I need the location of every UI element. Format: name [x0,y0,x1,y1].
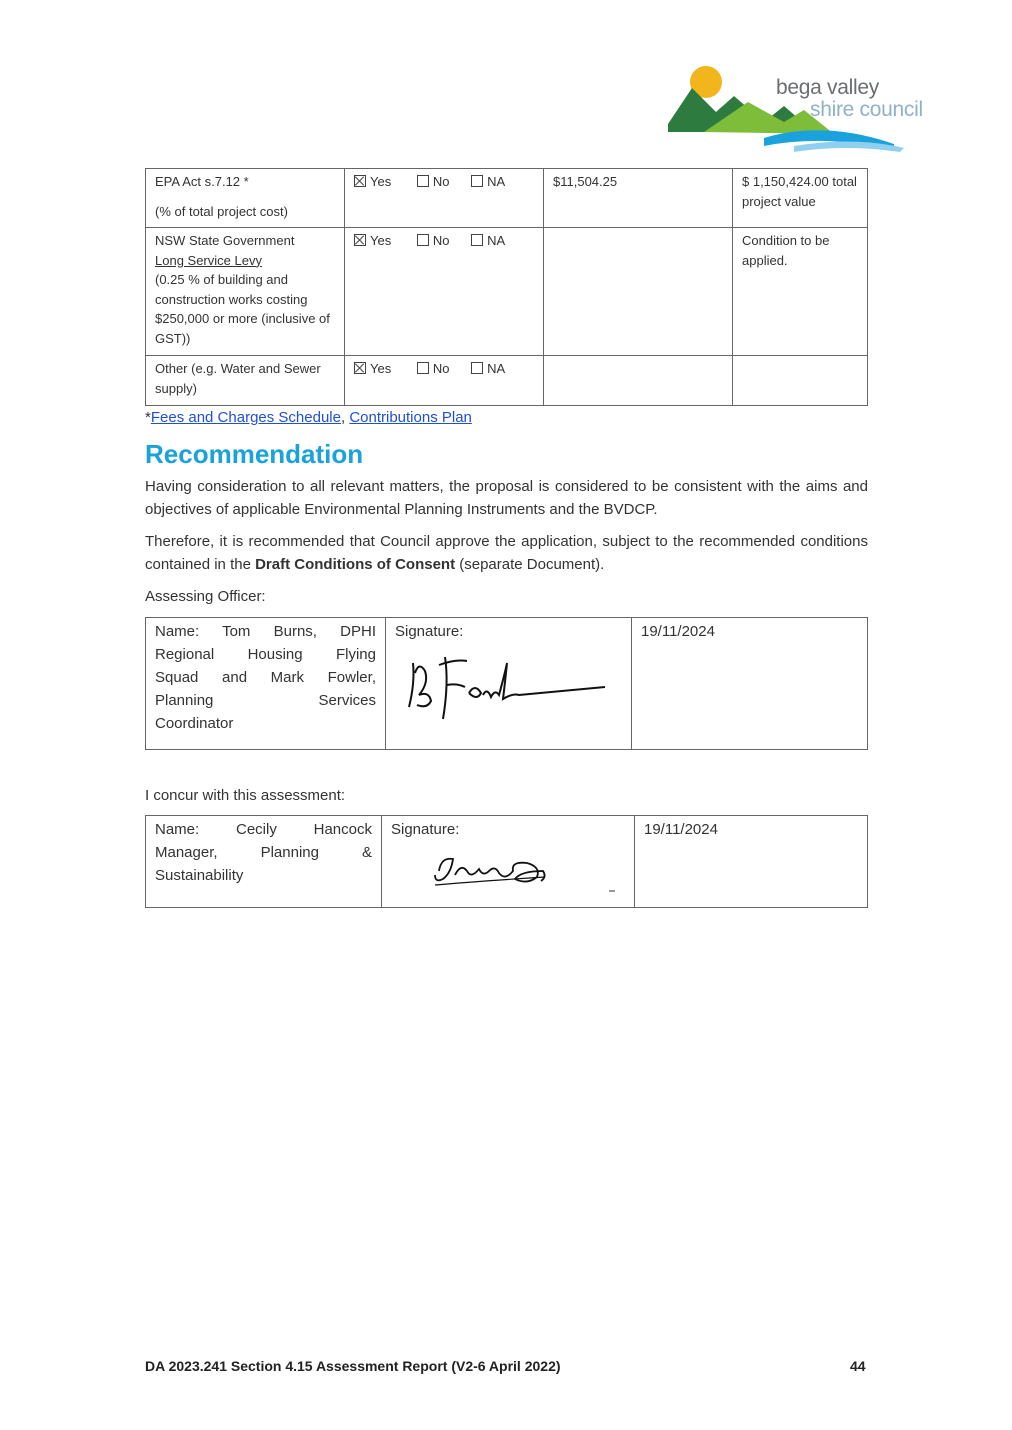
comment-cell: $ 1,150,424.00 total project value [733,169,868,228]
empty-box-icon [417,175,429,187]
fees-table [145,168,868,406]
comment-cell [733,356,868,406]
yes-checkbox[interactable]: Yes [354,172,391,192]
table-row [146,356,868,406]
concur-label: I concur with this assessment: [145,787,346,804]
yes-checkbox[interactable]: Yes [354,359,391,379]
assessor-name-cell: Name: Tom Burns, DPHI Regional Housing Flying Squad and Mark Fowler, Planning Services Coordinator [146,618,386,750]
assessor-signature-table [145,617,868,750]
yes-checkbox[interactable]: Yes [354,231,391,251]
footer-title: DA 2023.241 Section 4.15 Assessment Report (V2-6 April 2022) [145,1358,561,1374]
item-note: (0.25 % of building and construction works costing $250,000 or more (inclusive of GST)) [155,272,330,346]
item-cell: Other (e.g. Water and Sewer supply) [146,356,345,406]
signature-label: Signature: [391,821,460,838]
options-cell [345,228,544,356]
recommendation-heading: Recommendation [145,439,364,469]
signature-mark-burns-fowler [395,643,615,723]
na-checkbox[interactable]: NA [471,172,505,192]
assessor-signature-cell [386,618,632,750]
amount-cell [544,228,733,356]
draft-conditions-bold: Draft Conditions of Consent [255,556,456,573]
assessing-officer-label: Assessing Officer: [145,588,266,605]
na-checkbox[interactable]: NA [471,359,505,379]
amount-cell [544,356,733,406]
long-service-levy-link[interactable]: Long Service Levy [155,252,262,268]
comment-cell: Condition to be applied. [733,228,868,356]
no-checkbox[interactable]: No [417,172,450,192]
item-title: NSW State Government [155,233,295,248]
concur-name-cell: Name: Cecily Hancock Manager, Planning & Sustainability [146,816,382,908]
footnote-separator: , [340,409,350,426]
na-checkbox[interactable]: NA [471,231,505,251]
empty-box-icon [471,362,483,374]
empty-box-icon [471,234,483,246]
signature-label: Signature: [395,623,464,640]
table-row [146,228,868,356]
signature-mark-hancock [391,841,621,897]
recommendation-paragraph-1: Having consideration to all relevant matters, the proposal is considered to be consistent with the aims and objectives of applicable Environmental Planning Instruments and the BVDCP. [145,478,868,518]
fees-charges-link[interactable]: Fees and Charges Schedule [150,409,341,426]
no-checkbox[interactable]: No [417,359,450,379]
logo-text-line1: bega valley [776,76,879,99]
concur-signature-cell [382,816,635,908]
item-title: EPA Act s.7.12 * [155,174,249,189]
empty-box-icon [417,234,429,246]
concur-signature-table [145,815,868,908]
empty-box-icon [471,175,483,187]
footnote [145,409,472,426]
empty-box-icon [417,362,429,374]
table-row [146,816,868,908]
item-note: (% of total project cost) [155,203,288,219]
checked-box-icon [354,175,366,187]
item-cell [146,228,345,356]
options-cell [345,169,544,228]
no-checkbox[interactable]: No [417,231,450,251]
table-row [146,169,868,228]
contributions-plan-link[interactable]: Contributions Plan [349,409,472,426]
table-row [146,618,868,750]
checked-box-icon [354,234,366,246]
options-cell [345,356,544,406]
amount-cell: $11,504.25 [544,169,733,228]
checked-box-icon [354,362,366,374]
item-cell [146,169,345,228]
page-number: 44 [850,1358,866,1374]
assessor-date-cell: 19/11/2024 [632,618,868,750]
footnote-star: * [145,409,151,426]
logo-text-line2: shire council [810,98,923,121]
concur-date-cell: 19/11/2024 [635,816,868,908]
recommendation-paragraph-2: Therefore, it is recommended that Council approve the application, subject to the recommended conditions contained in the Draft Conditions of Consent (separate Document). [145,533,868,573]
bega-valley-logo [664,62,936,154]
